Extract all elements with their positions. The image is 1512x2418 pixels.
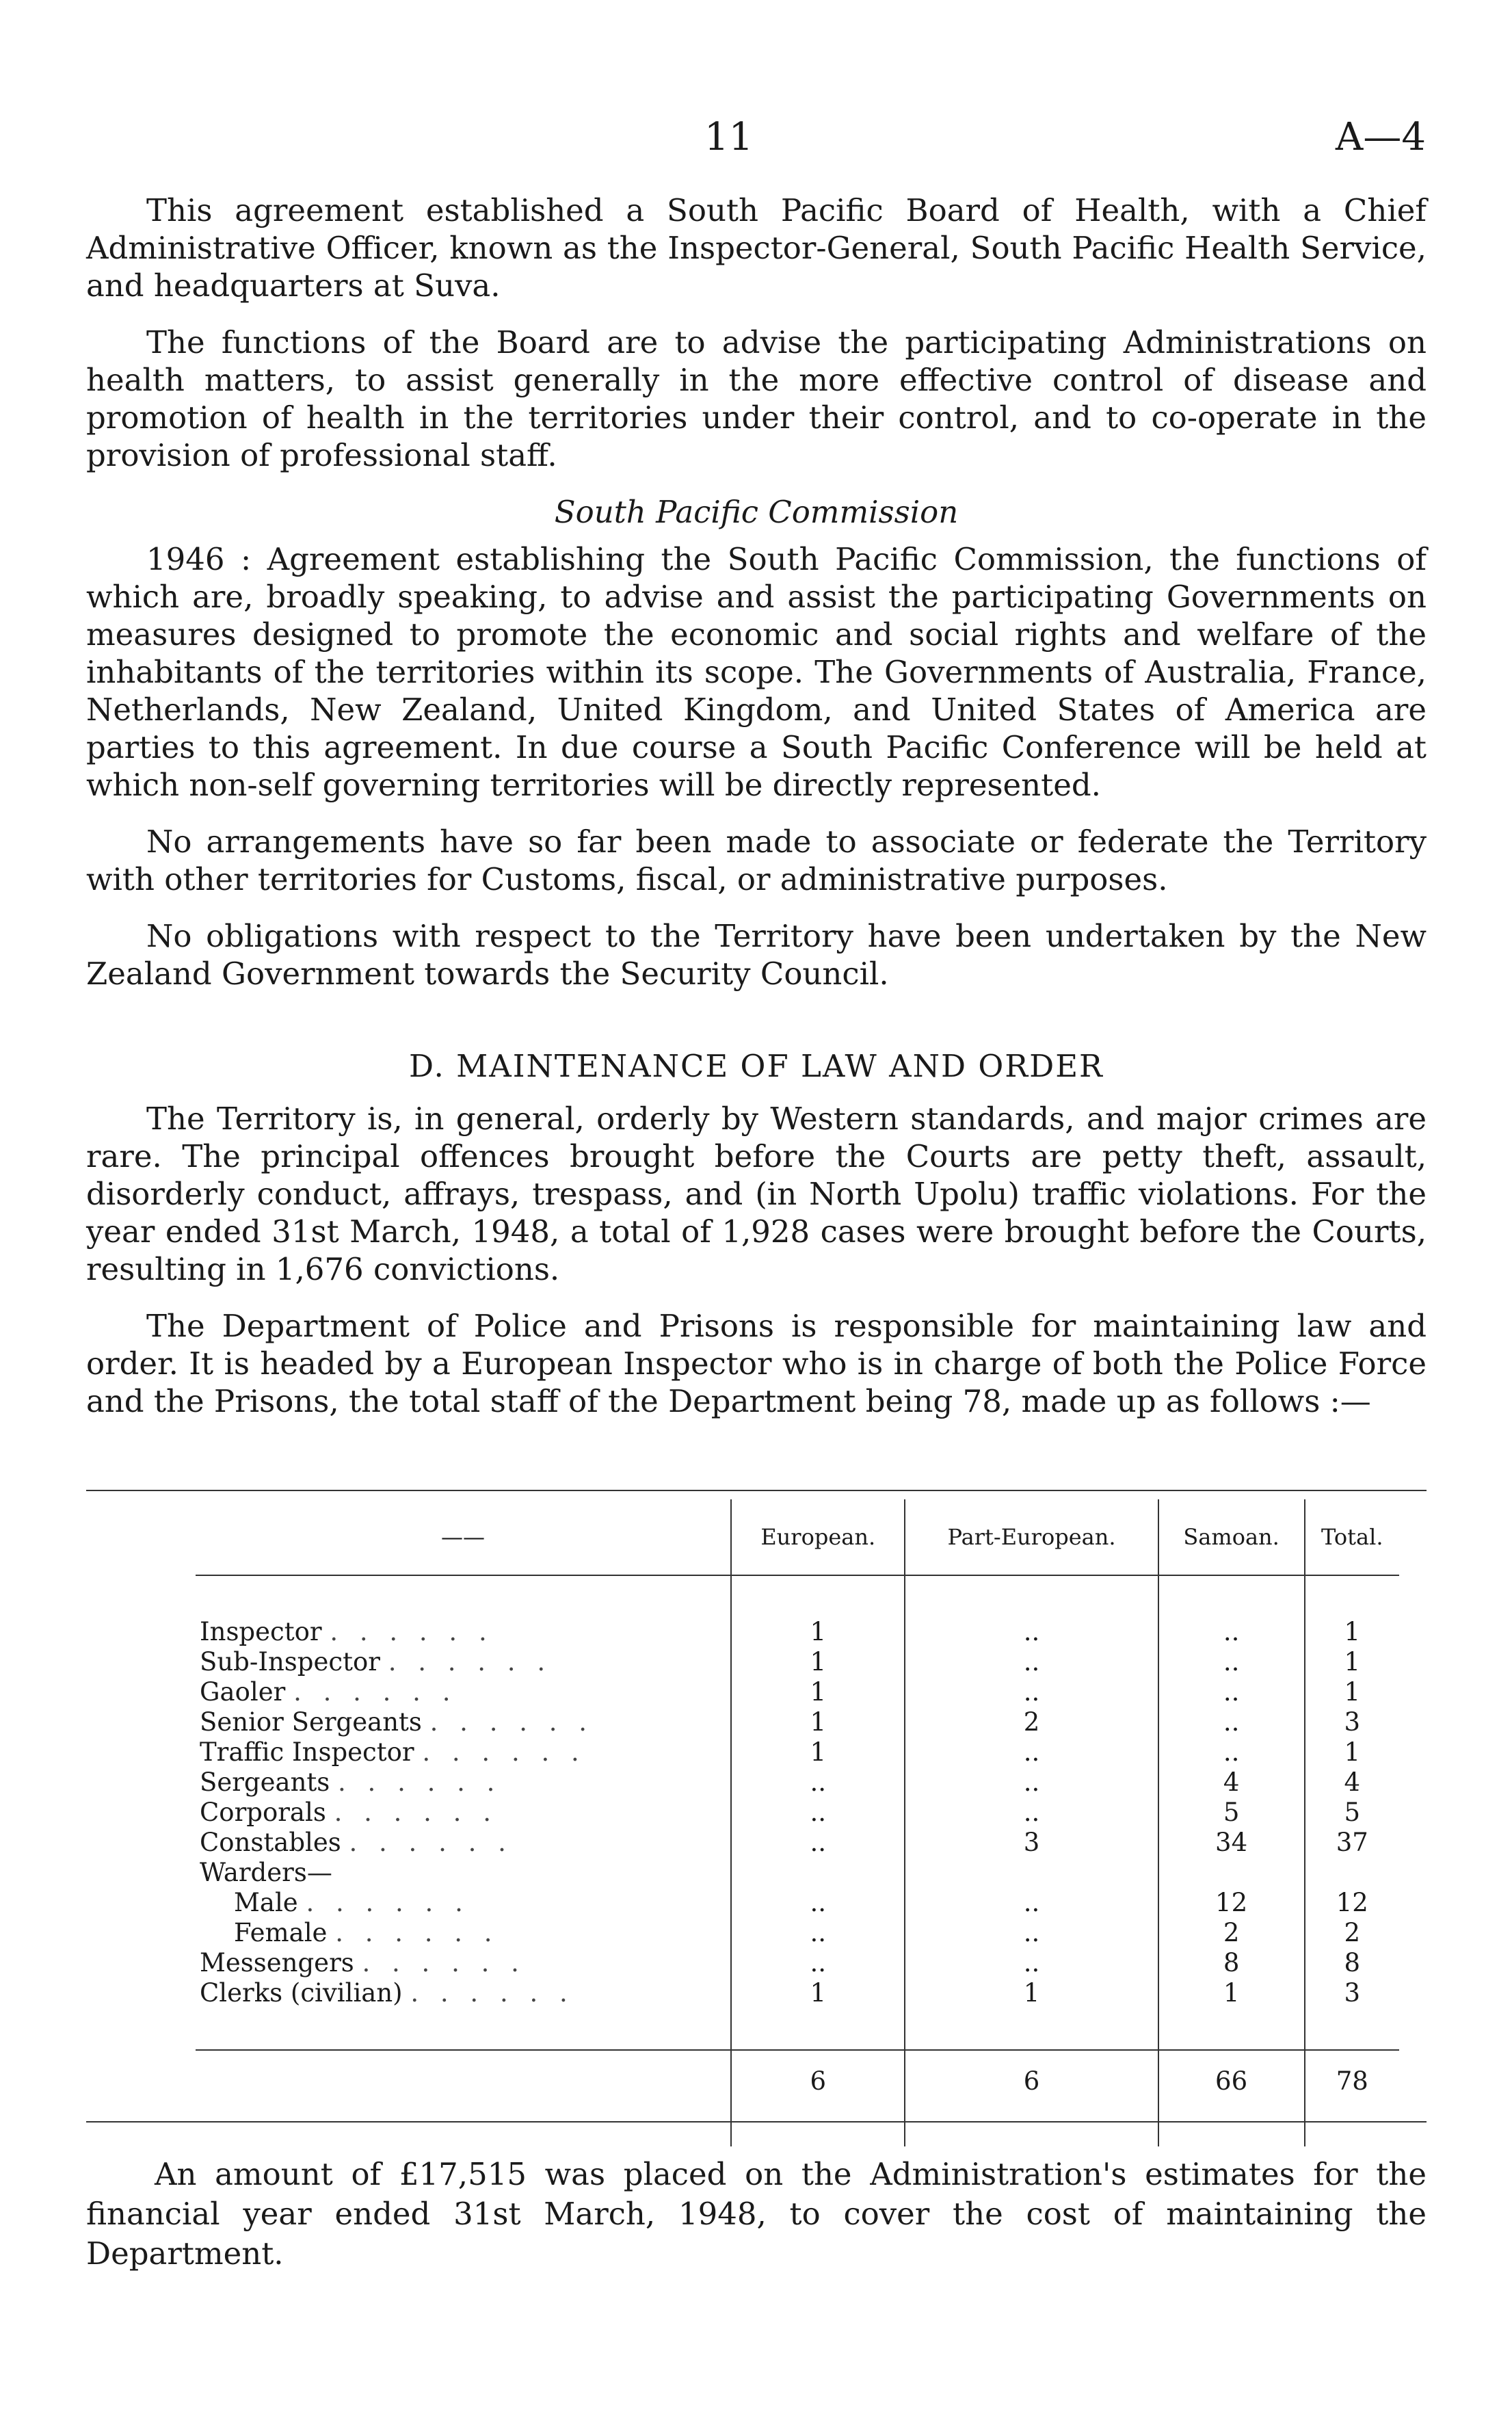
closing-text	[86, 2155, 1427, 2274]
total-european: 6	[731, 2050, 905, 2112]
cell-european: 1	[731, 1617, 905, 1647]
cell-part-european: ..	[905, 1617, 1158, 1647]
cell-total: 3	[1305, 1707, 1399, 1737]
header-part-european: Part-European.	[905, 1499, 1158, 1575]
cell-samoan: ..	[1158, 1617, 1305, 1647]
cell-total: 1	[1305, 1617, 1399, 1647]
table-top-rule	[86, 1490, 1427, 1491]
cell-total: 3	[1305, 1978, 1399, 2008]
main-text	[86, 192, 1427, 1439]
dot-leader: . . . . . .	[410, 1978, 574, 2008]
cell-total: 5	[1305, 1798, 1399, 1828]
cell-part-european: ..	[905, 1798, 1158, 1828]
header-total: Total.	[1305, 1499, 1399, 1575]
dot-leader: . . . . . .	[422, 1737, 586, 1767]
table-header-row	[196, 1499, 1399, 1575]
staff-table-section	[86, 1490, 1427, 2123]
table-row	[196, 1767, 1399, 1798]
cell-total: 1	[1305, 1677, 1399, 1707]
paragraph-no-obligations: No obligations with respect to the Territory have been undertaken by the New Zealand Government towards the Security Council.	[86, 918, 1427, 992]
cell-european: 1	[731, 1978, 905, 2008]
table-row	[196, 1978, 1399, 2008]
row-label: Gaoler	[200, 1677, 286, 1707]
cell-european: ..	[731, 1828, 905, 1858]
cell-part-european: ..	[905, 1888, 1158, 1918]
row-label: Female	[234, 1918, 328, 1947]
dot-leader: . . . . . .	[334, 1798, 498, 1827]
cell-european: ..	[731, 1767, 905, 1798]
table-row	[196, 1888, 1399, 1918]
paragraph-police-department: The Department of Police and Prisons is responsible for maintaining law and order. It is headed by a European Inspector who is in charge of both the Police Force and the Prisons, the total staff of the Department being 78, made up as follows :—	[86, 1308, 1427, 1419]
cell-part-european: 2	[905, 1707, 1158, 1737]
row-label: Constables	[200, 1828, 341, 1857]
cell-samoan: 4	[1158, 1767, 1305, 1798]
cell-samoan: ..	[1158, 1677, 1305, 1707]
dot-leader: . . . . . .	[338, 1767, 502, 1797]
staff-table	[196, 1499, 1399, 2146]
cell-part-european: ..	[905, 1647, 1158, 1677]
section-heading-law-and-order: D. MAINTENANCE OF LAW AND ORDER	[409, 1048, 1104, 1084]
table-row	[196, 1677, 1399, 1707]
paragraph-board-of-health: This agreement established a South Pacific Board of Health, with a Chief Administrative Officer, known as the Inspector-General, South Pacific Health Service, and headquarters at Suva.	[86, 192, 1427, 304]
total-samoan: 66	[1158, 2050, 1305, 2112]
row-label: Male	[234, 1888, 298, 1917]
cell-european: 1	[731, 1677, 905, 1707]
cell-european: 1	[731, 1707, 905, 1737]
dot-leader: . . . . . .	[362, 1948, 526, 1977]
row-label: Clerks (civilian)	[200, 1978, 403, 2008]
totals-row	[196, 2050, 1399, 2112]
paragraph-board-functions: The functions of the Board are to advise the participating Administrations on health matters, to assist generally in the more effective control of disease and promotion of health in the territories under their control, and to co-operate in the provision of professional staff.	[86, 324, 1427, 473]
cell-part-european: ..	[905, 1737, 1158, 1767]
table-row	[196, 1647, 1399, 1677]
dot-leader: . . . . . .	[349, 1828, 513, 1857]
document-reference: A—4	[1335, 115, 1426, 159]
table-row	[196, 1858, 1399, 1888]
cell-total: 12	[1305, 1888, 1399, 1918]
paragraph-estimates: An amount of £17,515 was placed on the Administration's estimates for the financial year ended 31st March, 1948, to cover the cost of maintaining the Department.	[86, 2156, 1427, 2272]
cell-part-european: ..	[905, 1918, 1158, 1948]
cell-part-european: ..	[905, 1767, 1158, 1798]
cell-total: 37	[1305, 1828, 1399, 1858]
dot-leader: . . . . . .	[429, 1707, 594, 1737]
paragraph-commission-1946: 1946 : Agreement establishing the South Pacific Commission, the functions of which are, broadly speaking, to advise and assist the participating Governments on measures designed to promote the economic and social rights and welfare of the inhabitants of the territories within its scope. The Governments of Australia, France, Netherlands, New Zealand, United Kingdom, and United States of America are parties to this agreement. In due course a South Pacific Conference will be held at which non-self governing territories will be directly represented.	[86, 541, 1427, 803]
dot-leader: . . . . . .	[335, 1918, 499, 1947]
table-row	[196, 1948, 1399, 1978]
row-label: Inspector	[200, 1617, 322, 1646]
cell-samoan: 12	[1158, 1888, 1305, 1918]
table-row	[196, 1918, 1399, 1948]
table-row	[196, 1737, 1399, 1767]
table-row	[196, 1617, 1399, 1647]
row-label: Warders—	[200, 1858, 332, 1887]
cell-european: ..	[731, 1798, 905, 1828]
cell-samoan: 1	[1158, 1978, 1305, 2008]
total-total: 78	[1305, 2050, 1399, 2112]
cell-part-european: 1	[905, 1978, 1158, 2008]
cell-total	[1305, 1858, 1399, 1888]
cell-samoan: 2	[1158, 1918, 1305, 1948]
dot-leader: . . . . . .	[330, 1617, 494, 1646]
cell-part-european: ..	[905, 1677, 1158, 1707]
cell-total: 1	[1305, 1737, 1399, 1767]
row-label: Traffic Inspector	[200, 1737, 414, 1767]
cell-part-european: ..	[905, 1948, 1158, 1978]
dot-leader: . . . . . .	[293, 1677, 457, 1707]
cell-total: 1	[1305, 1647, 1399, 1677]
header-label: ——	[196, 1499, 731, 1575]
row-label: Sergeants	[200, 1767, 330, 1797]
cell-samoan: 8	[1158, 1948, 1305, 1978]
cell-samoan: 34	[1158, 1828, 1305, 1858]
cell-part-european: 3	[905, 1828, 1158, 1858]
commission-heading: South Pacific Commission	[554, 494, 959, 530]
table-bottom-rule	[86, 2121, 1427, 2123]
row-label: Senior Sergeants	[200, 1707, 422, 1737]
row-label: Corporals	[200, 1798, 326, 1827]
dot-leader: . . . . . .	[306, 1888, 470, 1917]
page-number: 11	[704, 115, 754, 159]
cell-total: 4	[1305, 1767, 1399, 1798]
paragraph-orderly-territory: The Territory is, in general, orderly by Western standards, and major crimes are rare. The principal offences brought before the Courts are petty theft, assault, disorderly conduct, affrays, trespass, and (in North Upolu) traffic violations. For the year ended 31st March, 1948, a total of 1,928 cases were brought before the Courts, resulting in 1,676 convictions.	[86, 1101, 1427, 1287]
cell-european	[731, 1858, 905, 1888]
cell-samoan: ..	[1158, 1647, 1305, 1677]
cell-european: ..	[731, 1918, 905, 1948]
row-label: Sub-Inspector	[200, 1647, 380, 1677]
dot-leader: . . . . . .	[388, 1647, 553, 1677]
total-part-european: 6	[905, 2050, 1158, 2112]
header-european: European.	[731, 1499, 905, 1575]
cell-part-european	[905, 1858, 1158, 1888]
cell-european: ..	[731, 1888, 905, 1918]
table-row	[196, 1828, 1399, 1858]
page-header	[0, 115, 1512, 163]
cell-samoan	[1158, 1858, 1305, 1888]
table-row	[196, 1707, 1399, 1737]
row-label: Messengers	[200, 1948, 354, 1977]
cell-samoan: 5	[1158, 1798, 1305, 1828]
cell-european: ..	[731, 1948, 905, 1978]
cell-european: 1	[731, 1737, 905, 1767]
header-samoan: Samoan.	[1158, 1499, 1305, 1575]
paragraph-no-arrangements: No arrangements have so far been made to associate or federate the Territory with other territories for Customs, fiscal, or administrative purposes.	[86, 824, 1427, 897]
cell-total: 8	[1305, 1948, 1399, 1978]
table-row	[196, 1798, 1399, 1828]
cell-samoan: ..	[1158, 1737, 1305, 1767]
cell-total: 2	[1305, 1918, 1399, 1948]
cell-samoan: ..	[1158, 1707, 1305, 1737]
cell-european: 1	[731, 1647, 905, 1677]
